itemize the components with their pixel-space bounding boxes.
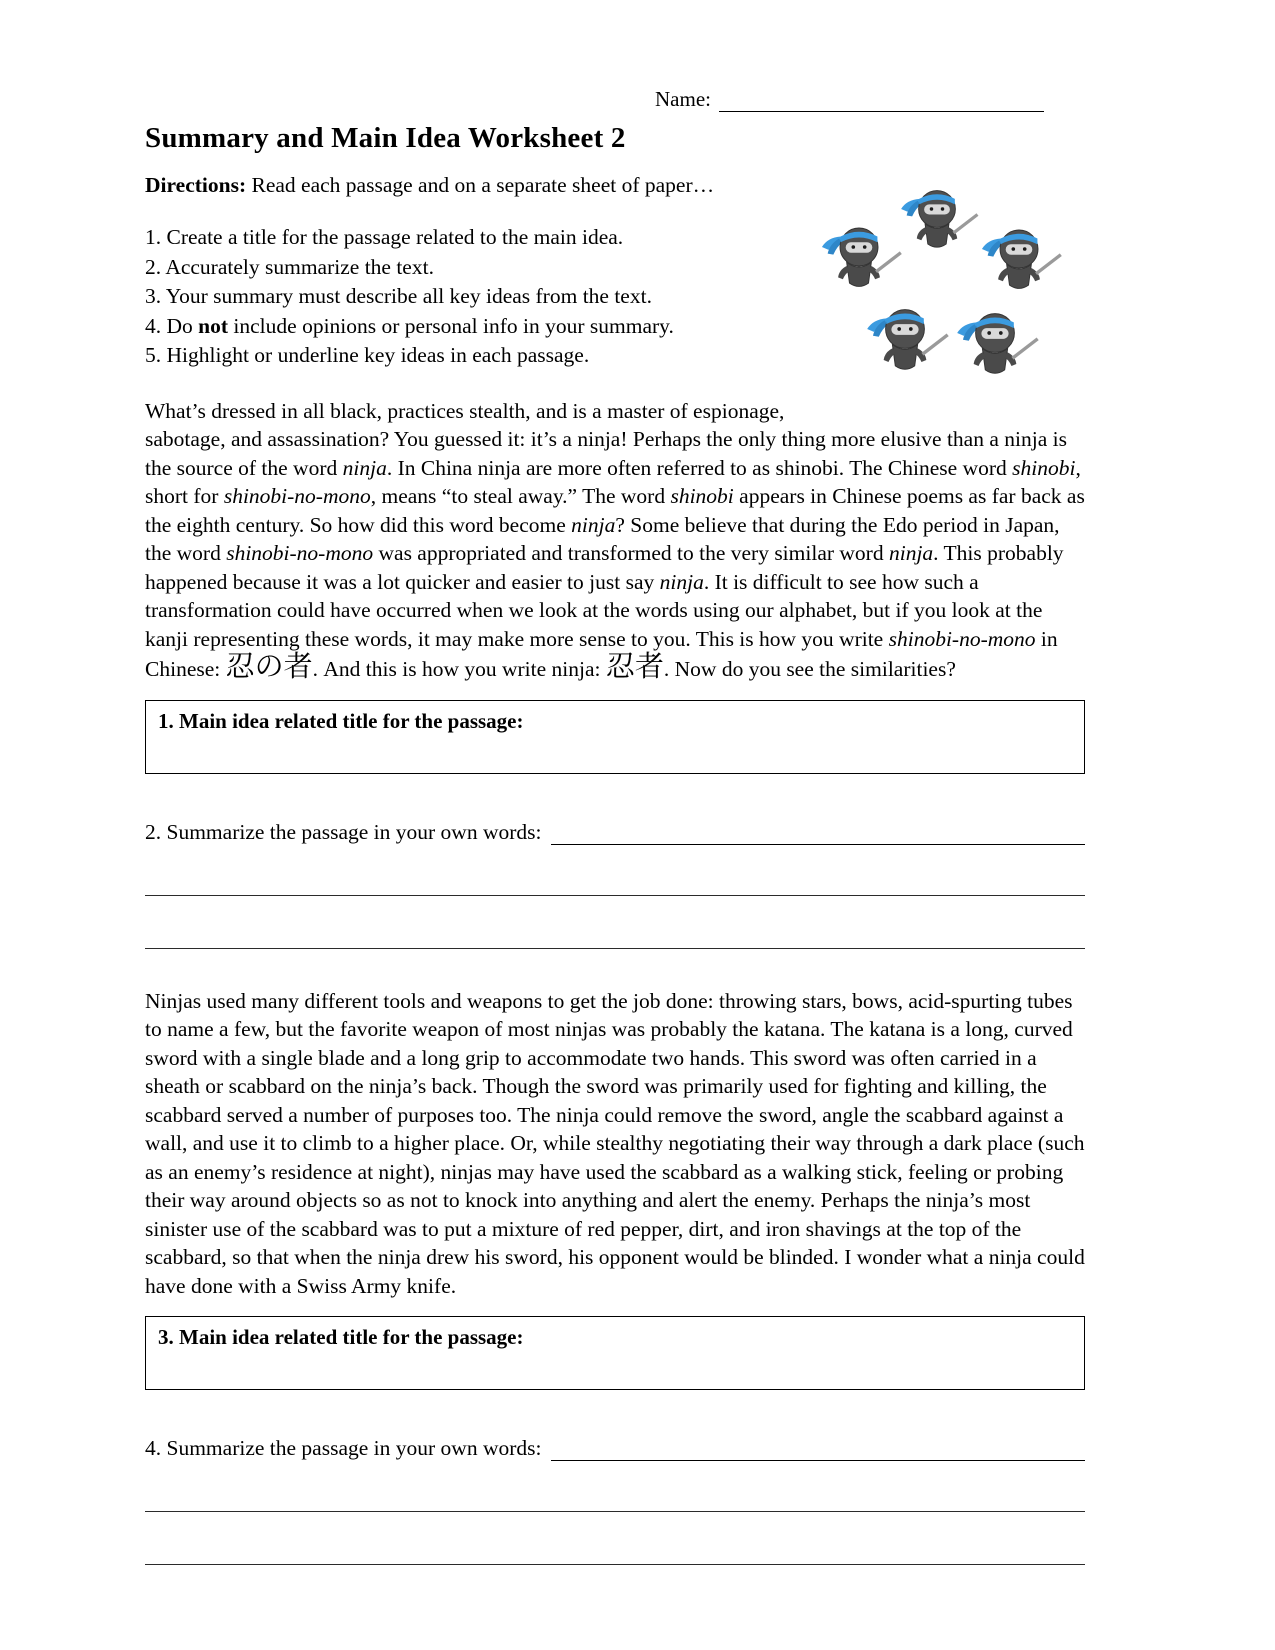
answer-box-3 bbox=[145, 1316, 1085, 1390]
instruction-item-1: 1. Create a title for the passage related to the main idea. bbox=[145, 225, 624, 249]
question-2-row bbox=[145, 820, 1085, 845]
question-4-label: 4. Summarize the passage in your own words: bbox=[145, 1436, 542, 1460]
write-line bbox=[145, 948, 1085, 949]
passage-1: What’s dressed in all black, practices stealth, and is a master of espionage, sabotage, and assassination? You guessed it: it’s a ninja! Perhaps the only thing more elusive than a ninja is the source of the word ninja. In China ninja are more often referred to as shinobi. The Chinese word shinobi, short for shinobi-no-mono, means “to steal away.” The word shinobi appears in Chinese poems as far back as the eighth century. So how did this word become ninja? Some believe that during the Edo period in Japan, the word shinobi-no-mono was appropriated and transformed to the very similar word ninja. This probably happened because it was a lot quicker and easier to just say ninja. It is difficult to see how such a transformation could have occurred when we look at the words using our alphabet, but if you look at the kanji representing these words, it may make more sense to you. This is how you write shinobi-no-mono in Chinese: 忍の者. And this is how you write ninja: 忍者. Now do you see the similarities? bbox=[145, 398, 1085, 683]
name-row bbox=[655, 86, 1085, 112]
question-2-label: 2. Summarize the passage in your own words: bbox=[145, 819, 542, 844]
name-blank-line bbox=[719, 92, 1044, 112]
answer-box-1 bbox=[145, 700, 1085, 774]
instruction-item-3: 3. Your summary must describe all key ideas from the text. bbox=[145, 284, 652, 308]
answer-box-3-label: 3. Main idea related title for the passage: bbox=[158, 1325, 524, 1349]
name-label: Name: bbox=[655, 87, 711, 111]
instruction-item-4: 4. Do not include opinions or personal info in your summary. bbox=[145, 313, 674, 338]
instruction-item-2: 2. Accurately summarize the text. bbox=[145, 254, 434, 279]
question-4-blank-line bbox=[551, 1441, 1085, 1461]
instruction-item-5: 5. Highlight or underline key ideas in each passage. bbox=[145, 343, 590, 367]
passage-2: Ninjas used many different tools and weapons to get the job done: throwing stars, bows, acid-spurting tubes to name a few, but the favorite weapon of most ninjas was probably the katana. The katana is a long, curved sword with a single blade and a long grip to accommodate two hands. This sword was often carried in a sheath or scabbard on the ninja’s back. Though the sword was primarily used for fighting and killing, the scabbard served a number of purposes too. The ninja could remove the sword, angle the scabbard against a wall, and use it to climb to a higher place. Or, while stealthy negotiating their way through a dark place (such as an enemy’s residence at night), ninjas may have used the scabbard as a walking stick, feeling or probing their way around objects so as not to knock into anything and alert the enemy. Perhaps the ninja’s most sinister use of the scabbard was to put a mixture of red pepper, dirt, and iron shavings at the top of the scabbard, so that when the ninja drew his sword, his opponent would be blinded. I wonder what a ninja could have done with a Swiss Army knife. bbox=[145, 988, 1085, 1298]
write-line bbox=[145, 1511, 1085, 1512]
ninja-cartoon-icon bbox=[817, 161, 1085, 393]
question-2-blank-line bbox=[551, 825, 1085, 845]
answer-box-1-label: 1. Main idea related title for the passage: bbox=[158, 708, 524, 733]
directions-text: Directions: Read each passage and on a separate sheet of paper… bbox=[145, 173, 715, 197]
write-line bbox=[145, 895, 1085, 896]
question-4-row bbox=[145, 1436, 1085, 1461]
ninja-illustration bbox=[817, 161, 1085, 393]
write-line bbox=[145, 1564, 1085, 1565]
page-title: Summary and Main Idea Worksheet 2 bbox=[145, 122, 626, 154]
